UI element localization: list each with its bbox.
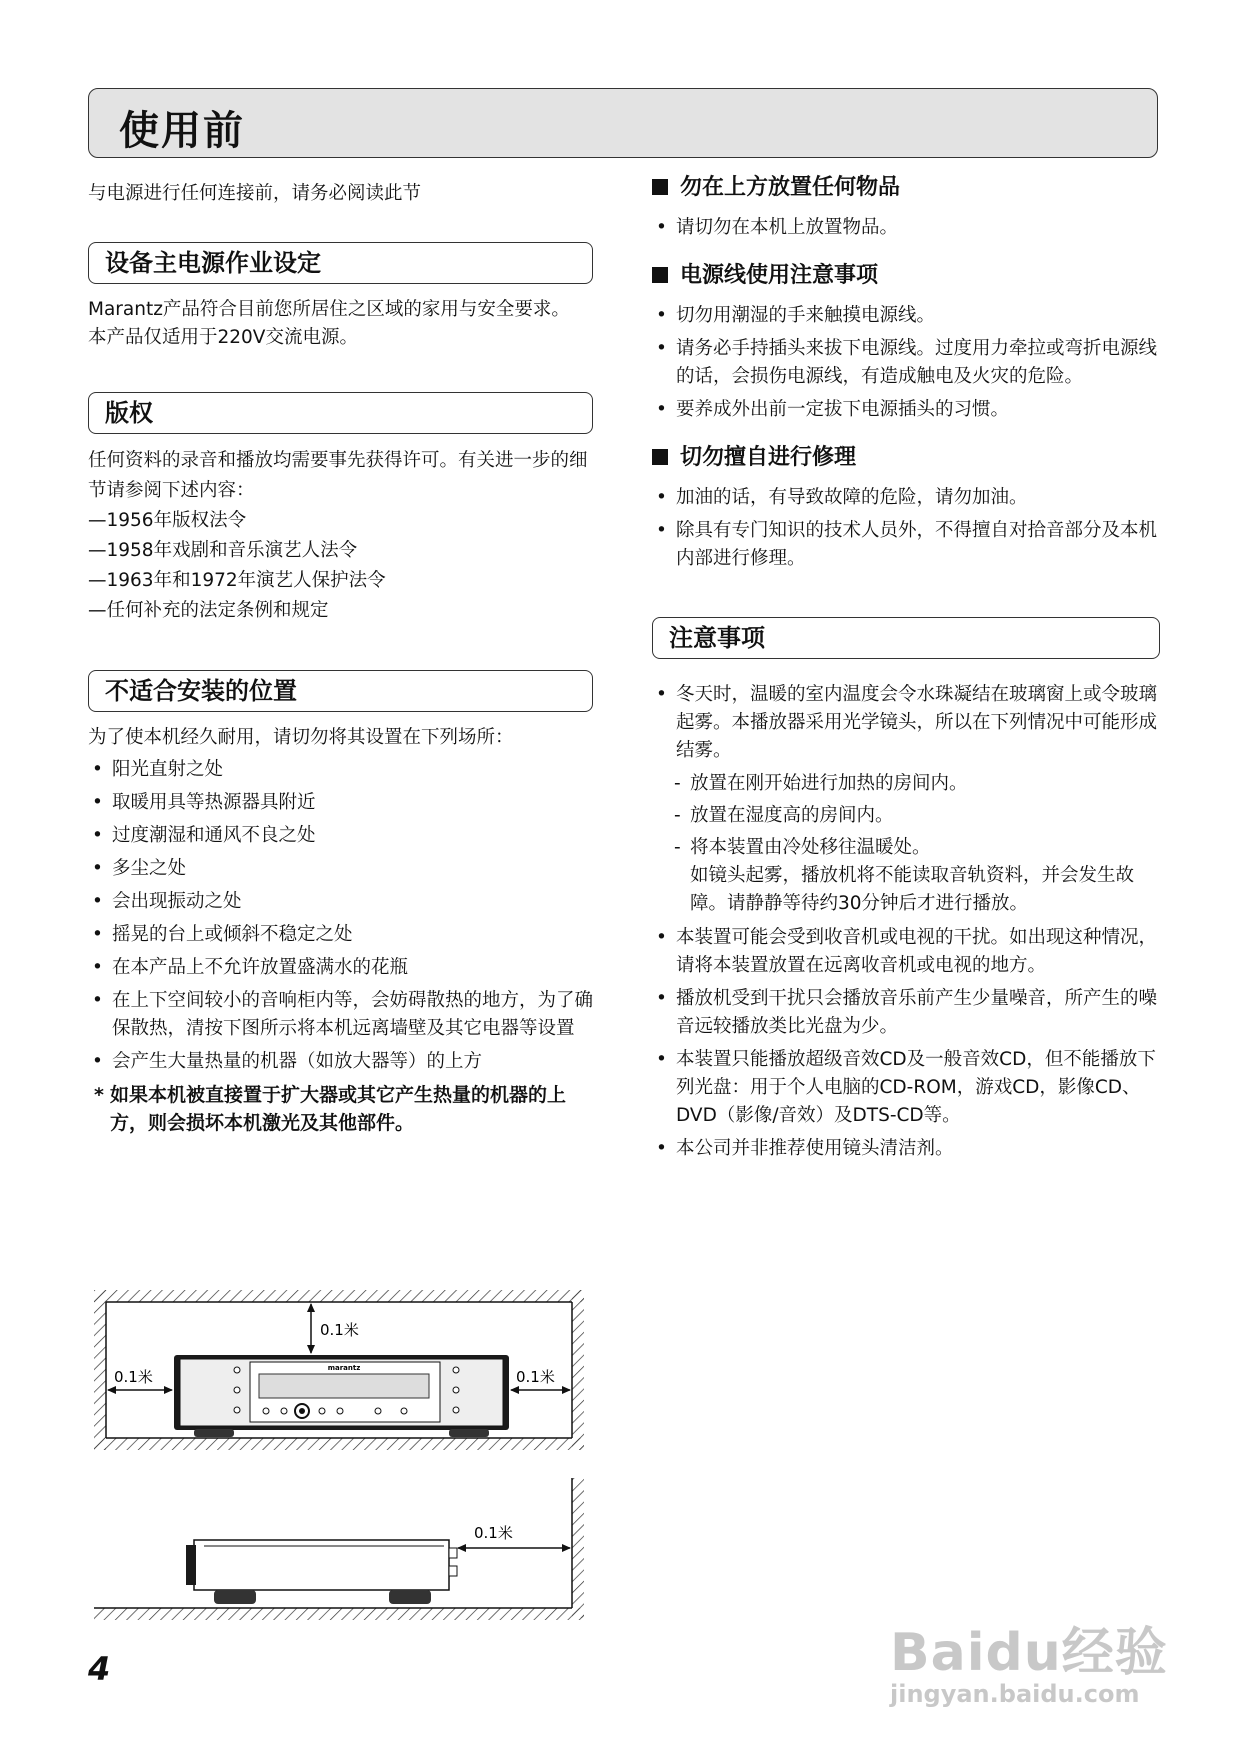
top-clearance-label: 0.1米 [320,1321,359,1339]
location-intro: 为了使本机经久耐用，请切勿将其设置在下列场所： [88,727,514,748]
copyright-line: —任何补充的法定条例和规定 [88,600,329,621]
section-heading-no-objects: 勿在上方放置任何物品 [652,174,1160,202]
list-item: - 将本装置由冷处移往温暖处。 [674,837,931,858]
list-item: - 放置在湿度高的房间内。 [674,805,894,826]
no-repair-list [652,484,1160,573]
list-item: • 本装置可能会受到收音机或电视的干扰。如出现这种情况，请将本装置放置在远离收音机或电视的地方。 [656,927,1158,976]
condensation-note: 如镜头起雾，播放机将不能读取音轨资料，并会发生故障。请静静等待约30分钟后才进行播放。 [690,865,1135,914]
list-item: • 取暖用具等热源器具附近 [92,792,316,813]
list-item: • 本公司并非推荐使用镜头清洁剂。 [656,1138,954,1159]
list-item: • 切勿用潮湿的手来触摸电源线。 [656,305,936,326]
section-heading-location: 不适合安装的位置 [88,670,593,712]
power-cord-list [652,302,1160,424]
page-number: 4 [88,1650,111,1688]
power-text [88,296,593,352]
wall-top [94,1290,584,1302]
power-line: 本产品仅适用于220V交流电源。 [88,327,358,348]
section-heading-power: 设备主电源作业设定 [88,242,593,284]
side-view [94,1478,584,1620]
list-item: - 放置在刚开始进行加热的房间内。 [674,773,968,794]
list-item: • 请切勿在本机上放置物品。 [656,217,899,238]
location-list [88,756,593,1076]
list-item: • 阳光直射之处 [92,759,224,780]
intro-text: 与电源进行任何连接前，请务必阅读此节 [88,183,422,204]
copyright-text [88,446,593,626]
list-item: • 请务必手持插头来拔下电源线。过度用力牵拉或弯折电源线的话，会损伤电源线，有造成触电及火灾的危险。 [656,338,1158,387]
list-item: • 本装置只能播放超级音效CD及一般音效CD，但不能播放下列光盘：用于个人电脑的CD-ROM，游戏CD，影像CD、DVD（影像/音效）及DTS-CD等。 [656,1049,1156,1126]
left-clearance-label: 0.1米 [114,1368,153,1386]
floor [94,1608,584,1620]
heat-warning: * 如果本机被直接置于扩大器或其它产生热量的机器的上方，则会损坏本机激光及其他部件。 [94,1084,567,1134]
watermark-brand: Baidu经验 [890,1623,1168,1683]
wall-bottom [94,1438,584,1450]
list-item: • 播放机受到干扰只会播放音乐前产生少量噪音，所产生的噪音远较播放类比光盘为少。 [656,988,1158,1037]
list-item: • 要养成外出前一定拔下电源插头的习惯。 [656,399,1010,420]
no-objects-list [652,214,1160,242]
copyright-line: —1963年和1972年演艺人保护法令 [88,570,386,591]
right-column [652,175,1160,1168]
copyright-line: 任何资料的录音和播放均需要事先获得许可。有关进一步的细节请参阅下述内容： [88,450,588,501]
caution-list-more [652,924,1160,1163]
list-item: • 过度潮湿和通风不良之处 [92,825,316,846]
list-item: • 除具有专门知识的技术人员外，不得擅自对拾音部分及本机内部进行修理。 [656,520,1158,569]
front-view [94,1290,584,1450]
caution-list [652,681,1160,765]
player-front [174,1355,509,1437]
list-item: • 在上下空间较小的音响柜内等，会妨碍散热的地方，为了确保散热，清按下图所示将本机远离墙壁及其它电器等设置 [92,990,594,1039]
wall-right [572,1290,584,1450]
list-item: • 会出现振动之处 [92,891,242,912]
right-clearance-label: 0.1米 [516,1368,555,1386]
watermark-url: jingyan.baidu.com [890,1680,1140,1708]
section-heading-caution: 注意事项 [652,617,1160,659]
list-item: • 冬天时，温暖的室内温度会令水珠凝结在玻璃窗上或令玻璃起雾。本播放器采用光学镜头，所以在下列情况中可能形成结雾。 [656,684,1158,761]
baidu-watermark [880,1600,1180,1720]
section-heading-no-repair: 切勿擅自进行修理 [652,444,1160,472]
clearance-diagram [94,1290,594,1620]
brand-label: marantz [327,1364,361,1372]
copyright-line: —1956年版权法令 [88,510,247,531]
copyright-line: —1958年戏剧和音乐演艺人法令 [88,540,358,561]
list-item: • 加油的话，有导致故障的危险，请勿加油。 [656,487,1028,508]
list-item: • 在本产品上不允许放置盛满水的花瓶 [92,957,409,978]
wall-back [572,1478,584,1618]
page-title-bar [88,88,1158,158]
section-heading-power-cord: 电源线使用注意事项 [652,262,1160,290]
condensation-sublist [652,770,1160,918]
list-item: • 摇晃的台上或倾斜不稳定之处 [92,924,353,945]
left-column [88,180,593,1137]
list-item: • 会产生大量热量的机器（如放大器等）的上方 [92,1051,483,1072]
back-clearance-label: 0.1米 [474,1524,513,1542]
section-heading-copyright: 版权 [88,392,593,434]
list-item: • 多尘之处 [92,858,187,879]
page-title: 使用前 [119,108,245,154]
power-line: Marantz产品符合目前您所居住之区域的家用与安全要求。 [88,299,570,320]
wall-left [94,1290,106,1450]
